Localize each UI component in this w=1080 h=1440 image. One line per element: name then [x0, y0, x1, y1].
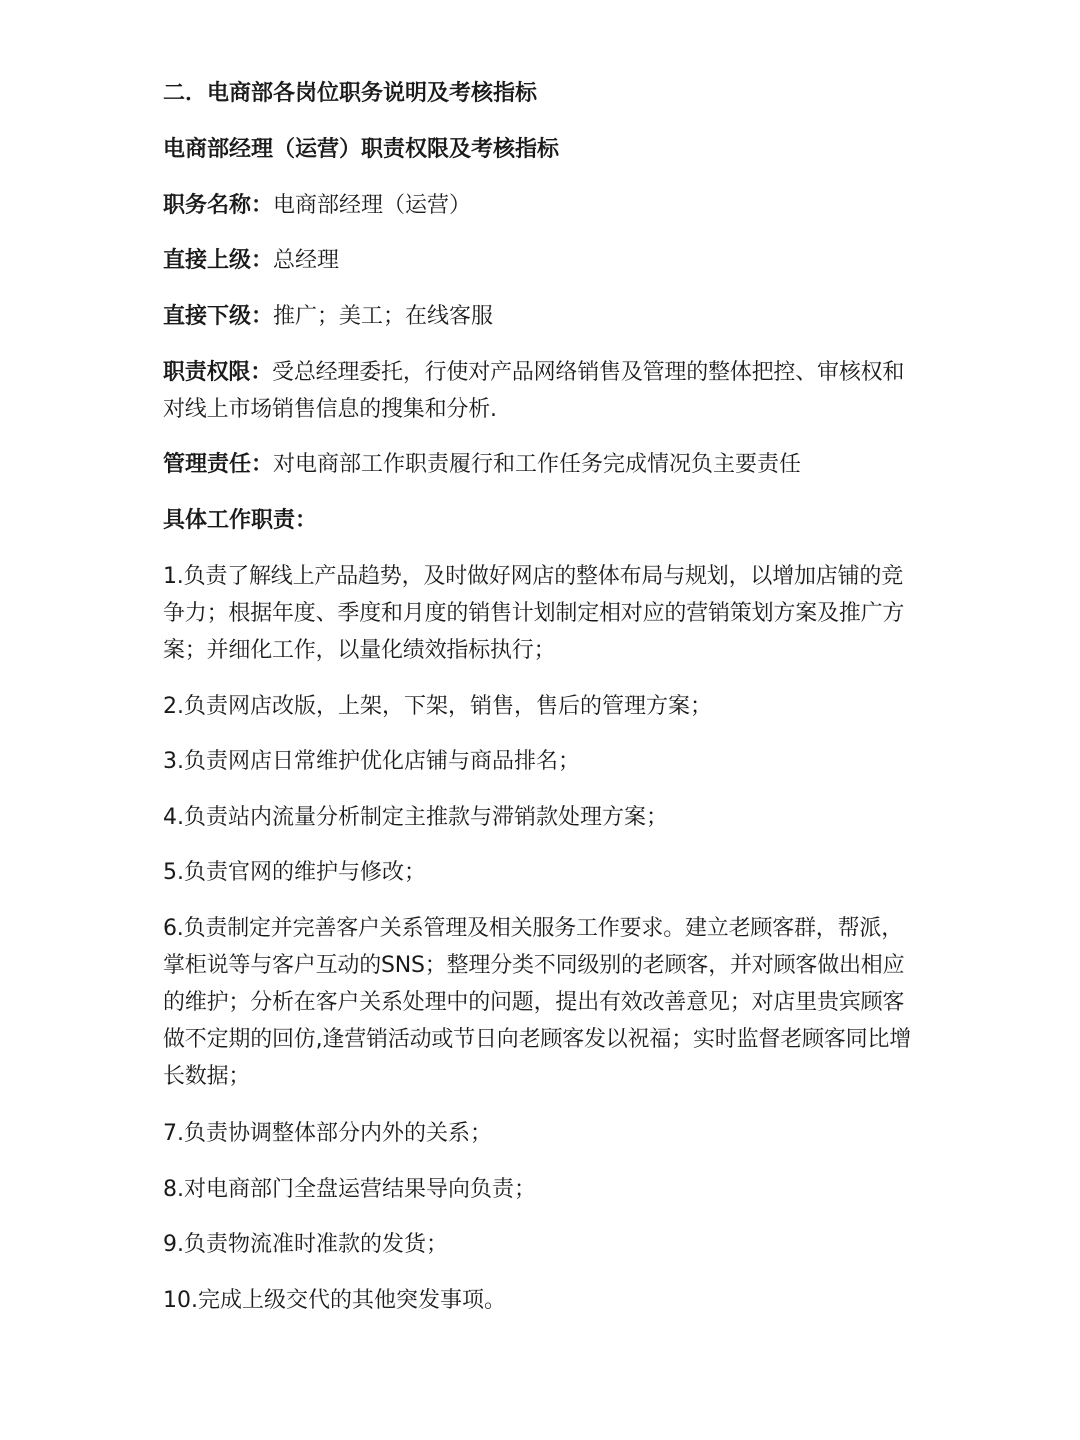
duty-item: 6.负责制定并完善客户关系管理及相关服务工作要求。建立老顾客群，帮派，掌柜说等与客户互动的SNS；整理分类不同级别的老顾客，并对顾客做出相应的维护；分析在客户关系处理中的问题，提出有效改善意见；对店里贵宾顾客做不定期的回仿,逢营销活动或节日向老顾客发以祝福；实时监督老顾客同比增长数据； — [163, 916, 911, 1089]
duty-item: 8.对电商部门全盘运营结果导向负责； — [163, 1177, 536, 1202]
duty-item: 10.完成上级交代的其他突发事项。 — [163, 1288, 506, 1313]
duty-item: 1.负责了解线上产品趋势，及时做好网店的整体布局与规划，以增加店铺的竞争力；根据年度、季度和月度的销售计划制定相对应的营销策划方案及推广方案；并细化工作，以量化绩效指标执行； — [163, 564, 905, 663]
field-label: 职务名称： — [163, 193, 274, 218]
duty-item: 4.负责站内流量分析制定主推款与滞销款处理方案； — [163, 805, 668, 830]
field-label: 直接上级： — [163, 248, 274, 273]
section-title: 二．电商部各岗位职务说明及考核指标 — [163, 81, 538, 106]
field-value: 推广；美工；在线客服 — [273, 304, 494, 329]
field-management — [163, 446, 801, 483]
field-value: 受总经理委托，行使对产品网络销售及管理的整体把控、审核权和对线上市场销售信息的搜集和分析. — [163, 360, 905, 422]
page-subtitle: 电商部经理（运营）职责权限及考核指标 — [163, 137, 560, 162]
field-authority — [163, 354, 911, 428]
field-job-title — [163, 187, 471, 224]
field-subordinate — [163, 298, 493, 335]
field-value: 电商部经理（运营） — [273, 193, 472, 218]
field-label: 直接下级： — [163, 304, 274, 329]
duties-heading: 具体工作职责： — [163, 508, 318, 533]
field-label: 管理责任： — [163, 452, 274, 477]
duty-item: 9.负责物流准时准款的发货； — [163, 1232, 448, 1257]
duty-item: 7.负责协调整体部分内外的关系； — [163, 1121, 492, 1146]
field-value: 对电商部工作职责履行和工作任务完成情况负主要责任 — [273, 452, 802, 477]
field-superior — [163, 242, 339, 279]
field-label: 职责权限： — [163, 360, 273, 385]
field-value: 总经理 — [273, 248, 340, 273]
duty-item: 3.负责网店日常维护优化店铺与商品排名； — [163, 749, 580, 774]
duty-item: 5.负责官网的维护与修改； — [163, 860, 426, 885]
duty-item: 2.负责网店改版，上架，下架，销售，售后的管理方案； — [163, 694, 712, 719]
